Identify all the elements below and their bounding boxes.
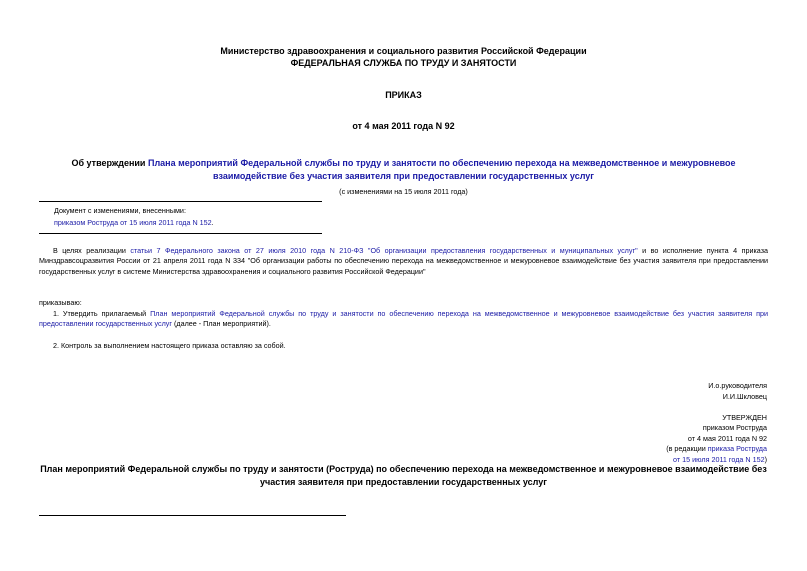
approval-order-link[interactable]: приказа Роструда bbox=[707, 444, 767, 454]
item1-suffix: (далее - План мероприятий). bbox=[172, 319, 271, 329]
approval-line-3: от 4 мая 2011 года N 92 bbox=[687, 433, 767, 443]
amendment-tail: . bbox=[211, 218, 214, 227]
order-word: приказываю: bbox=[39, 298, 82, 307]
ministry-heading: Министерство здравоохранения и социального развития Российской Федерации bbox=[220, 46, 587, 56]
document-title bbox=[40, 157, 767, 182]
divider-footer bbox=[39, 515, 346, 516]
approval-block bbox=[500, 413, 767, 465]
title-prefix: Об утверждении bbox=[71, 158, 148, 168]
title-plan-link[interactable]: Плана мероприятий Федеральной службы по труду и занятости по обеспечению перехода на межведомственное и межуровневое взаимодействие без участия заявителя при предоставлении государственных услуг bbox=[147, 158, 736, 181]
doc-date-number: от 4 мая 2011 года N 92 bbox=[352, 121, 455, 131]
approval-line-1: УТВЕРЖДЕН bbox=[722, 413, 767, 422]
approval-edition-prefix: (в редакции bbox=[666, 444, 708, 454]
approval-date-link[interactable]: от 15 июля 2011 года N 152 bbox=[673, 454, 765, 464]
doc-type-heading: ПРИКАЗ bbox=[385, 90, 422, 100]
preamble-part2: и во исполнение пункта 4 приказа Минздравсоцразвития России от 21 апреля 2011 года N 334 "Об организации работы по обеспечению перехода на межведомственное и межуровневое взаимодействие без участия заявителя при предоставлении государственных услуг в системе Министерства здравоохранения и социального развития Российской Федерации" bbox=[39, 246, 769, 276]
amendments-label: Документ с изменениями, внесенными: bbox=[54, 206, 186, 215]
amendments-line bbox=[54, 218, 214, 228]
item1-prefix: 1. Утвердить прилагаемый bbox=[53, 309, 151, 318]
law-article-link[interactable]: статьи 7 Федерального закона от 27 июля 2010 года N 210-ФЗ "Об организации предоставления государственных и муниципальных услуг" bbox=[130, 246, 638, 255]
signatory-name: И.И.Шкловец bbox=[722, 392, 767, 401]
amendment-link[interactable]: приказом Роструда от 15 июля 2011 года N 152 bbox=[54, 218, 212, 227]
approval-line-2: приказом Роструда bbox=[702, 423, 767, 433]
order-item-2: 2. Контроль за выполнением настоящего приказа оставляю за собой. bbox=[53, 341, 286, 350]
preamble-paragraph bbox=[39, 246, 768, 277]
plan-link[interactable]: План мероприятий Федеральной службы по труду и занятости по обеспечению перехода на межведомственное и межуровневое взаимодействие без участия заявителя при предоставлении государственных услуг bbox=[39, 309, 768, 329]
preamble-part1: В целях реализации bbox=[53, 246, 131, 255]
service-heading: ФЕДЕРАЛЬНАЯ СЛУЖБА ПО ТРУДУ И ЗАНЯТОСТИ bbox=[290, 58, 517, 68]
revision-note: (с изменениями на 15 июля 2011 года) bbox=[339, 187, 468, 196]
plan-title: План мероприятий Федеральной службы по труду и занятости (Роструда) по обеспечению перехода на межведомственное и межуровневое взаимодействие без участия заявителя при предоставлении государственных услуг bbox=[40, 464, 767, 487]
divider-top bbox=[39, 201, 322, 202]
approval-closing-paren: ) bbox=[764, 454, 767, 464]
divider-bottom bbox=[39, 233, 322, 234]
order-item-1 bbox=[39, 309, 768, 330]
approval-line-4 bbox=[500, 444, 767, 454]
signatory-role: И.о.руководителя bbox=[708, 381, 767, 390]
